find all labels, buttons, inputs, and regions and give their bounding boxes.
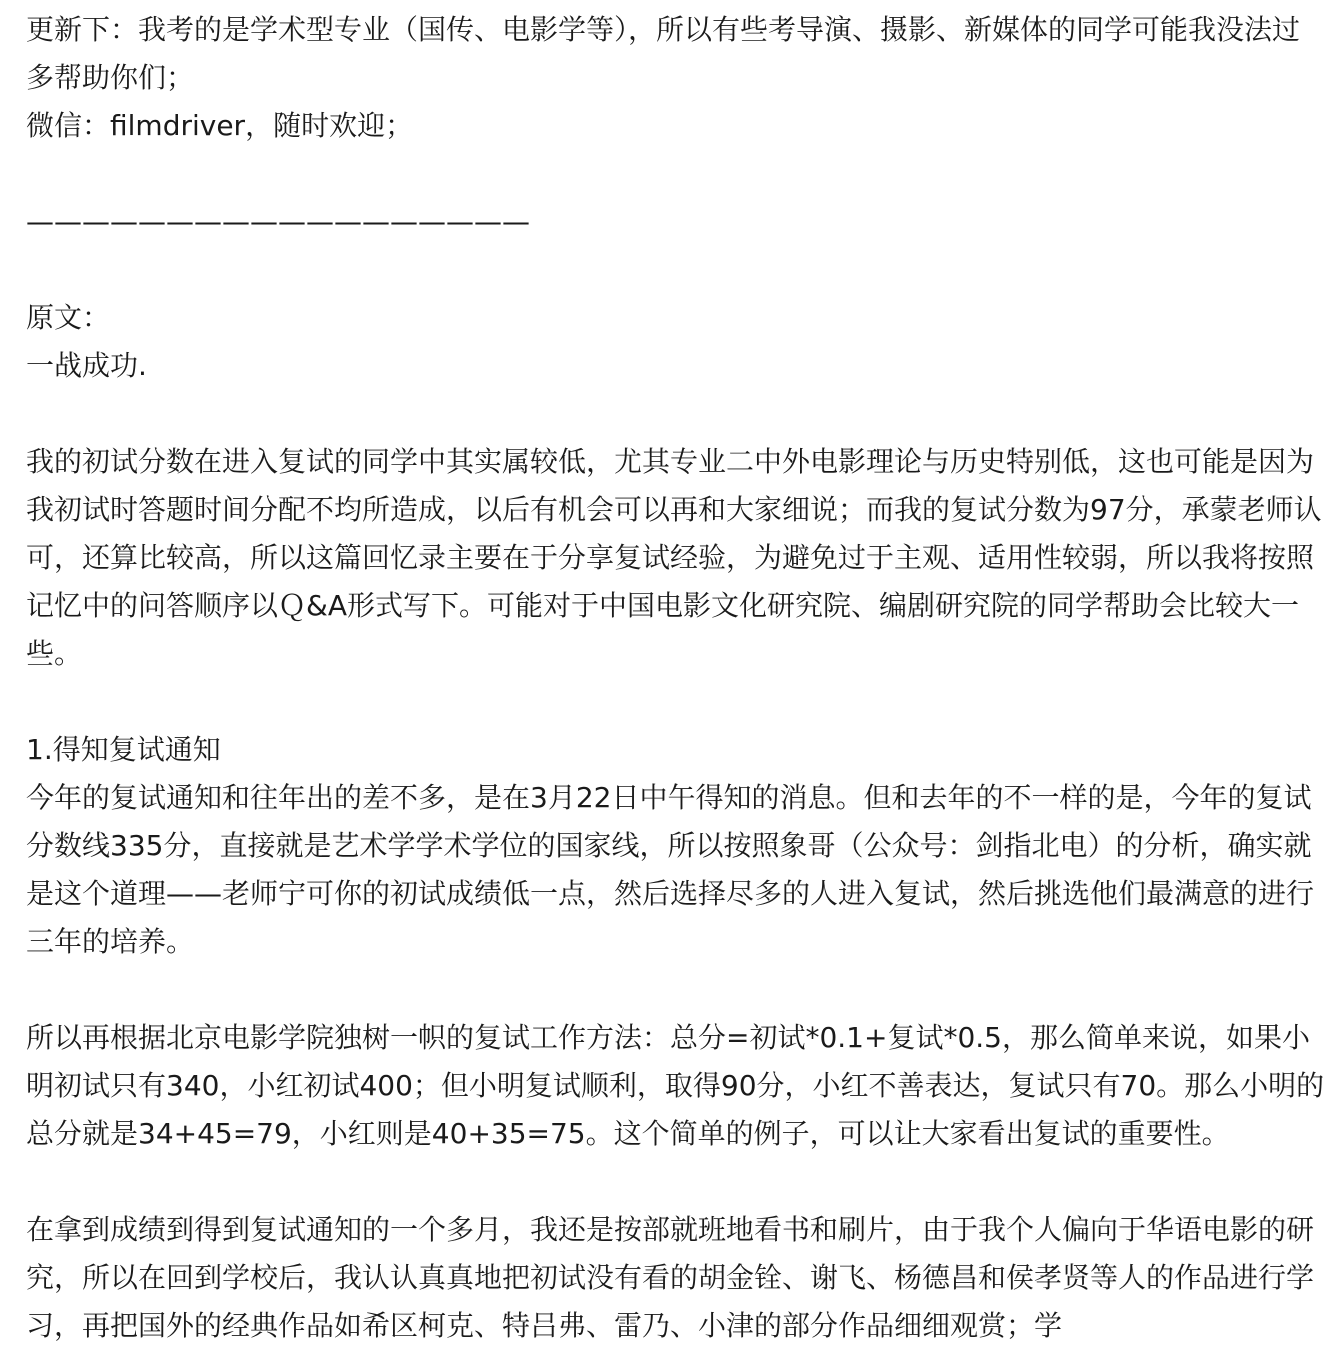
spacer: [26, 246, 1326, 294]
section-paragraph: 今年的复试通知和往年出的差不多，是在3月22日中午得知的消息。但和去年的不一样的是，今年的复试分数线335分，直接就是艺术学学术学位的国家线，所以按照象哥（公众号：剑指北电）的分析，确实就是这个道理——老师宁可你的初试成绩低一点，然后选择尽多的人进入复试，然后挑选他们最满意的进行三年的培养。: [26, 781, 1315, 958]
spacer: [26, 150, 1326, 198]
spacer: [26, 678, 1326, 726]
intro-paragraph: 我的初试分数在进入复试的同学中其实属较低，尤其专业二中外电影理论与历史特别低，这也可能是因为我初试时答题时间分配不均所造成，以后有机会可以再和大家细说；而我的复试分数为97分，承蒙老师认可，还算比较高，所以这篇回忆录主要在于分享复试经验，为避免过于主观、适用性较弱，所以我将按照记忆中的问答顺序以Ｑ&A形式写下。可能对于中国电影文化研究院、编剧研究院的同学帮助会比较大一些。: [26, 445, 1322, 670]
wechat-contact: 微信：filmdriver，随时欢迎；: [26, 109, 414, 142]
section-paragraph: 在拿到成绩到得到复试通知的一个多月，我还是按部就班地看书和刷片，由于我个人偏向于华语电影的研究，所以在回到学校后，我认认真真地把初试没有看的胡金铨、谢飞、杨德昌和侯孝贤等人的作品进行学习，再把国外的经典作品如希区柯克、特吕弗、雷乃、小津的部分作品细细观赏；学: [26, 1213, 1315, 1342]
spacer: [26, 1158, 1326, 1206]
update-note: 更新下：我考的是学术型专业（国传、电影学等），所以有些考导演、摄影、新媒体的同学可能我没法过多帮助你们；: [26, 13, 1301, 94]
section-paragraph: 所以再根据北京电影学院独树一帜的复试工作方法：总分=初试*0.1+复试*0.5，那么简单来说，如果小明初试只有340，小红初试400；但小明复试顺利，取得90分，小红不善表达，复试只有70。那么小明的总分就是34+45=79，小红则是40+35=75。这个简单的例子，可以让大家看出复试的重要性。: [26, 1021, 1325, 1150]
section-heading: 1.得知复试通知: [26, 733, 221, 766]
spacer: [26, 390, 1326, 438]
spacer: [26, 966, 1326, 1014]
headline: 一战成功.: [26, 349, 147, 382]
separator-line: ——————————————————: [26, 205, 530, 238]
article-body: [26, 6, 1326, 1350]
original-label: 原文：: [26, 301, 111, 334]
